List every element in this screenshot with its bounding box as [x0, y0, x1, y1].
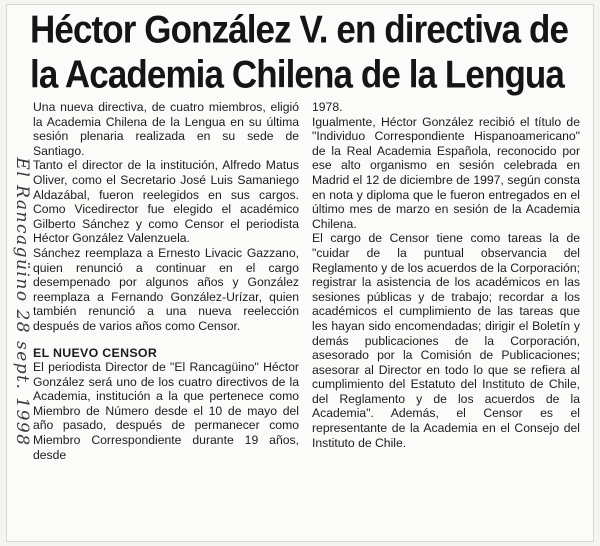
paragraph-year: 1978.: [312, 100, 343, 114]
headline-line-1: Héctor González V. en directiva de: [30, 8, 569, 52]
paragraph-nuevo-censor: El periodista Director de "El Rancagüino" Héctor González será uno de los cuatro directivos de la Academia, institución a la que pertenece como Miembro de Número desde el 10 de mayo del año pasado, después de permanecer como Miembro Correspondiente durante 19 años, desde: [33, 360, 299, 462]
headline-line-2: la Academia Chilena de la Lengua: [30, 52, 564, 97]
handwritten-source-note: El Rancagüino 28 sept. 1998: [12, 157, 32, 447]
subheading-nuevo-censor: EL NUEVO CENSOR: [33, 345, 158, 360]
paragraph-reelected: Tanto el director de la institución, Alfredo Matus Oliver, como el Secretario José Luis Samaniego Aldazábal, fueron reelegidos en sus cargos. Como Vicedirector fue elegido el académico Gilberto Sánchez y como Censor el periodista Héctor González Valenzuela.: [33, 158, 299, 246]
paragraph-censor-duties: El cargo de Censor tiene como tareas la de "cuidar de la puntual observancia del Reglamento y de los acuerdos de la Corporación; registrar la asistencia de los académicos en las sesiones públicas y de trabajo; recordar a los académicos el cumplimiento de las tareas que les hayan sido encomendadas; dirigir el Boletín y demás publicaciones de la Corporación, asesorado por la Comisión de Publicaciones; asesorar al Director en todo lo que se refiera al cumplimiento del Estatuto del Instituto de Chile, del Reglamento y de los acuerdos de la Academia". Además, el Censor es el representante de la Academia en el Consejo del Instituto de Chile.: [312, 231, 580, 450]
paragraph-real-academia: Igualmente, Héctor González recibió el título de "Individuo Correspondiente Hispanoamericano" de la Real Academia Española, reconocido por ese alto organismo en sesión celebrada en Madrid el 12 de diciembre de 1997, según consta en nota y diploma que le fueron entregados en el último mes de marzo en sesión de la Academia Chilena.: [312, 114, 580, 231]
paragraph-intro: Una nueva directiva, de cuatro miembros, eligió la Academia Chilena de la Lengua en su última sesión plenaria realizada en su sede de Santiago.: [33, 100, 299, 158]
headline: [30, 8, 586, 98]
paragraph-replacement: Sánchez reemplaza a Ernesto Livacic Gazzano, quien renunció a continuar en el cargo desempenado por algunos años y González reemplaza a Fernando González-Urízar, quien también renunció a una nueva reelección después de varios años como Censor.: [33, 245, 299, 333]
left-column: [33, 100, 299, 462]
right-column: [312, 100, 580, 450]
